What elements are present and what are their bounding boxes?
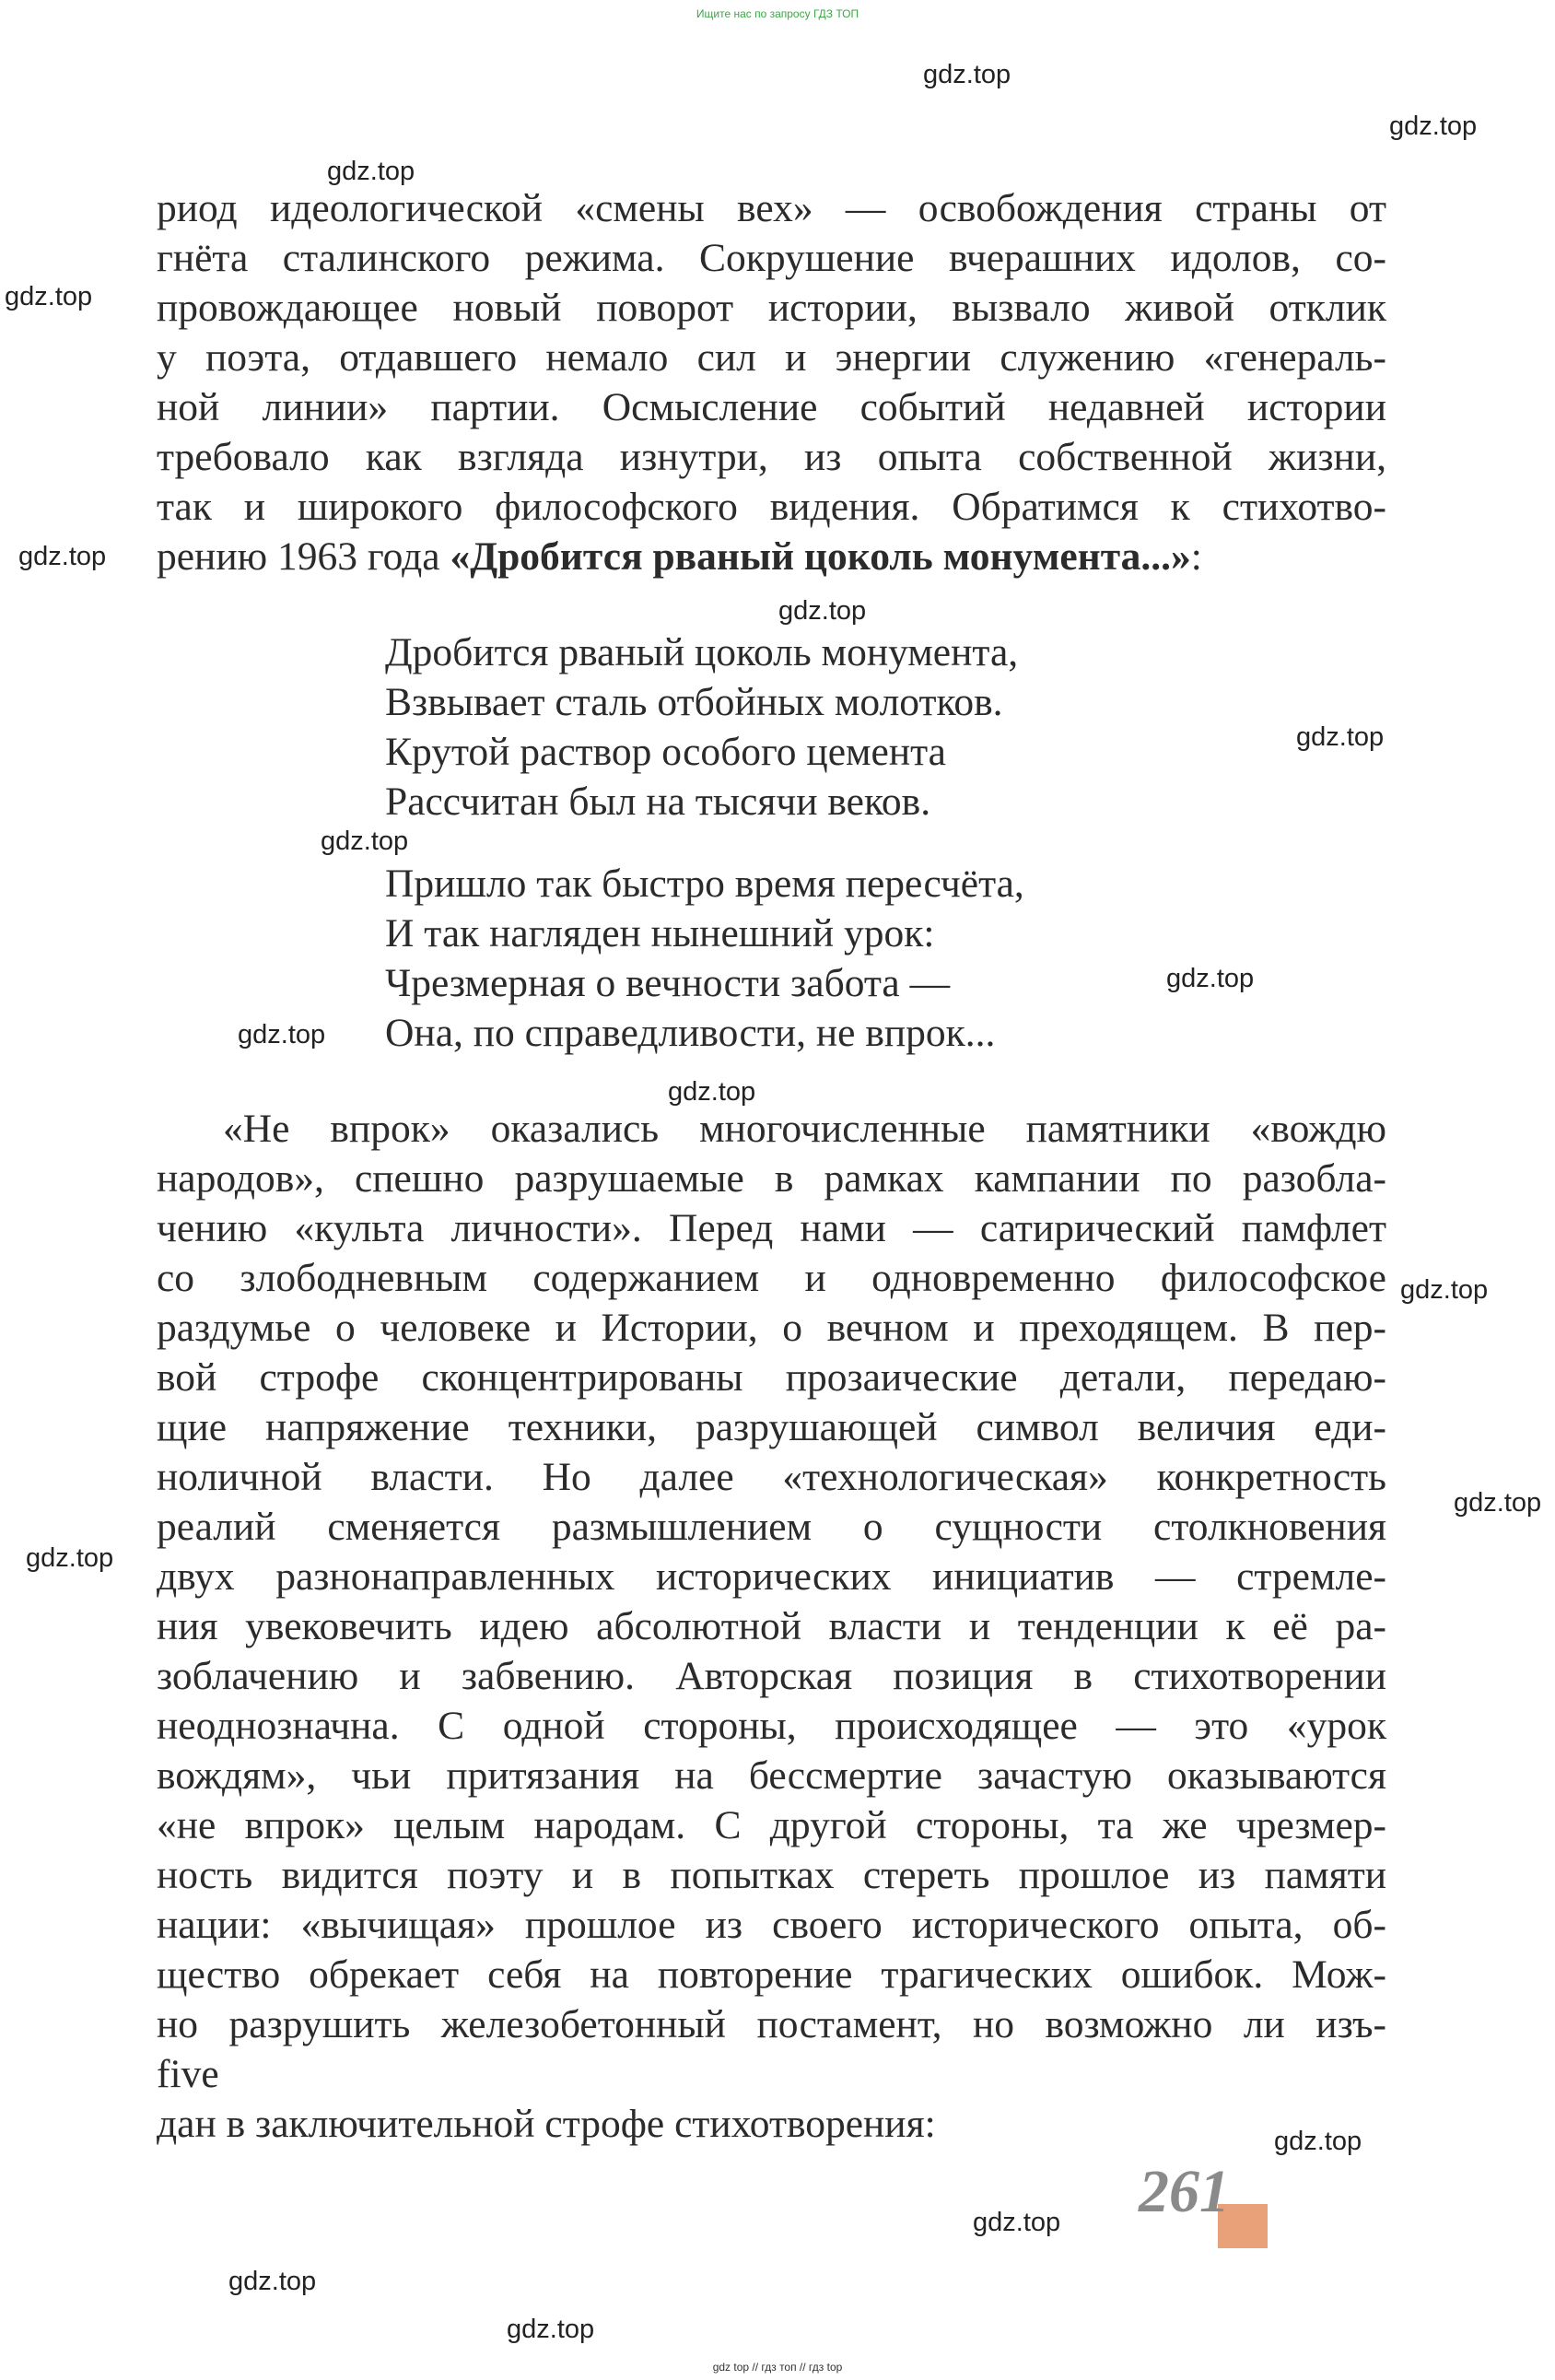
text-line: так и широкого философского видения. Обратимся к стихотво- <box>157 485 1386 529</box>
text-line <box>157 532 1386 581</box>
poem-title: «Дробится рваный цоколь монумента...» <box>450 534 1191 579</box>
watermark: gdz.top <box>1400 1275 1489 1305</box>
poem-verse: Она, по справедливости, не впрок... <box>385 1011 996 1055</box>
poem-verse: Чрезмерная о вечности забота — <box>385 961 951 1005</box>
text-line: реалий сменяется размышлением о сущности столкновения <box>157 1505 1386 1549</box>
text-line: неоднозначна. С одной стороны, происходящее — это «урок <box>157 1704 1386 1748</box>
poem-verse: Взвывает сталь отбойных молотков. <box>385 680 1003 724</box>
text-line: риод идеологической «смены вех» — освобождения страны от <box>157 186 1386 230</box>
text-line: щие напряжение техники, разрушающей символ величия еди- <box>157 1405 1386 1449</box>
text-line: ноличной власти. Но далее «технологическая» конкретность <box>157 1455 1386 1499</box>
text-fragment: рению 1963 года <box>157 534 450 579</box>
text-line: требовало как взгляда изнутри, из опыта собственной жизни, <box>157 435 1386 479</box>
watermark: gdz.top <box>778 596 867 626</box>
text-line: щество обрекает себя на повторение трагических ошибок. Мож- <box>157 1952 1386 1997</box>
text-line: вождям», чьи притязания на бессмертие зачастую оказываются <box>157 1753 1386 1798</box>
text-line: нации: «вычищая» прошлое из своего исторического опыта, об- <box>157 1903 1386 1947</box>
text-line: раздумье о человеке и Истории, о вечном и преходящем. В пер- <box>157 1306 1386 1350</box>
paragraph-intro <box>157 183 1386 581</box>
watermark: gdz.top <box>238 1020 326 1049</box>
text-line: «не впрок» целым народам. С другой стороны, та же чрезмер- <box>157 1803 1386 1847</box>
text-line: ной линии» партии. Осмысление событий недавней истории <box>157 385 1386 429</box>
watermark: gdz.top <box>26 1543 114 1573</box>
text-line: у поэта, отдавшего немало сил и энергии служению «генераль- <box>157 335 1386 380</box>
text-line: со злободневным содержанием и одновременно философское <box>157 1256 1386 1300</box>
poem-verse: Пришло так быстро время пересчёта, <box>385 862 1024 906</box>
poem-stanza <box>385 627 1024 827</box>
text-line: зоблачению и забвению. Авторская позиция в стихотворении <box>157 1654 1386 1698</box>
watermark: gdz.top <box>923 60 1011 89</box>
watermark: gdz.top <box>1389 111 1478 141</box>
poem-verse: Крутой раствор особого цемента <box>385 730 946 774</box>
text-line: но разрушить железобетонный постамент, но возможно ли изъ- <box>157 2002 1386 2046</box>
search-hint-banner: Ищите нас по запросу ГДЗ ТОП <box>696 7 859 20</box>
watermark: gdz.top <box>668 1077 756 1107</box>
text-line: народов», спешно разрушаемые в рамках кампании по разобла- <box>157 1156 1386 1201</box>
watermark: gdz.top <box>18 542 107 571</box>
text-line: гнёта сталинского режима. Сокрушение вчерашних идолов, со- <box>157 236 1386 280</box>
watermark: gdz.top <box>973 2208 1061 2237</box>
watermark: gdz.top <box>1166 964 1255 993</box>
poem-stanza <box>385 859 1024 1058</box>
footer-banner: gdz top // гдз топ // гдз top <box>712 2361 843 2374</box>
poem-quote <box>385 627 1024 1058</box>
text-line: five <box>157 2052 219 2096</box>
paragraph-analysis <box>157 1104 1386 2149</box>
text-line: дан в заключительной строфе стихотворения: <box>157 2102 936 2146</box>
watermark: gdz.top <box>507 2315 595 2344</box>
text-line: провождающее новый поворот истории, вызвало живой отклик <box>157 286 1386 330</box>
watermark: gdz.top <box>327 157 415 186</box>
text-fragment: : <box>1190 534 1202 579</box>
text-line: вой строфе сконцентрированы прозаические детали, передаю- <box>157 1355 1386 1400</box>
text-line: ность видится поэту и в попытках стереть прошлое из памяти <box>157 1853 1386 1897</box>
text-line: ния увековечить идею абсолютной власти и тенденции к её ра- <box>157 1604 1386 1648</box>
poem-verse: Дробится рваный цоколь монумента, <box>385 630 1019 674</box>
watermark: gdz.top <box>1454 1488 1542 1518</box>
watermark: gdz.top <box>321 827 409 856</box>
watermark: gdz.top <box>5 282 93 311</box>
poem-verse: Рассчитан был на тысячи веков. <box>385 780 931 824</box>
text-line: чению «культа личности». Перед нами — сатирический памфлет <box>157 1206 1386 1250</box>
poem-verse: И так нагляден нынешний урок: <box>385 911 935 956</box>
watermark: gdz.top <box>1274 2127 1362 2156</box>
watermark: gdz.top <box>228 2267 317 2296</box>
text-line: двух разнонаправленных исторических инициатив — стремле- <box>157 1554 1386 1599</box>
page-number: 261 <box>1139 2158 1230 2225</box>
watermark: gdz.top <box>1296 722 1385 752</box>
text-line: «Не впрок» оказались многочисленные памятники «вождю <box>223 1107 1386 1151</box>
